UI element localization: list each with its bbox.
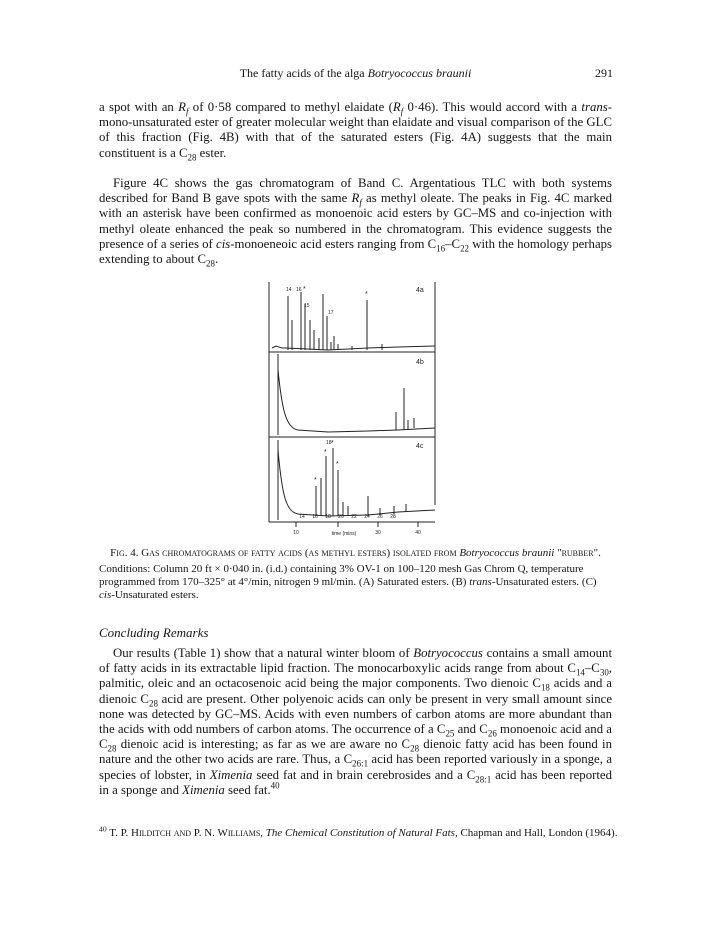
time-tick-label: 30 bbox=[375, 530, 381, 536]
time-axis-label: time (mins) bbox=[331, 531, 357, 537]
peak-label: 15 bbox=[304, 303, 310, 309]
time-tick-label: 40 bbox=[415, 530, 421, 536]
section-heading: Concluding Remarks bbox=[99, 625, 209, 640]
asterisk-c4: * bbox=[314, 477, 317, 484]
panel-a-label: 4a bbox=[416, 287, 424, 294]
tick-label: 24 bbox=[364, 514, 370, 520]
peak-label: 14 bbox=[286, 287, 292, 293]
tick-label: 26 bbox=[377, 514, 383, 520]
asterisk-c2: * bbox=[331, 440, 334, 447]
tick-label: 20 bbox=[338, 514, 344, 520]
time-ticks bbox=[293, 530, 421, 537]
paragraph-1: a spot with an $R_f$ of 0·58 compared to methyl elaidate ($R_f$ 0·46). This would accord with a trans-mono-unsaturated ester of greater molecular weight than elaidate and visual comparison of the GLC of this fraction (Fig. 4B) with that of the saturated esters (Fig. 4A) suggests that the main constituent is a $C_{28}$ ester. bbox=[99, 100, 612, 163]
asterisk-c3: * bbox=[336, 461, 339, 468]
tick-label: 16 bbox=[312, 514, 318, 520]
asterisk-a: * bbox=[365, 291, 368, 298]
tick-label: 14 bbox=[299, 514, 305, 520]
running-title: The fatty acids of the alga Botryococcus braunii bbox=[239, 66, 472, 80]
page-number: 291 bbox=[595, 66, 613, 80]
figure-4-chromatograms bbox=[268, 280, 436, 540]
paragraph-2: Figure 4C shows the gas chromatogram of Band C. Argentatious TLC with both systems described for Band B gave spots with the same $R_f$ as methyl oleate. The peaks in Fig. 4C marked with an asterisk have been confirmed as monoenoic acid esters by GC–MS and co-injection with methyl oleate enhanced the peak so numbered in the chromatogram. This evidence suggests the presence of a series of cis-monoeneoic acid esters ranging from $C_{16}-C_{22}$ with the homology perhaps extending to about $C_{28}$. bbox=[99, 176, 613, 269]
panel-c-label: 4c bbox=[416, 443, 424, 450]
time-tick-label: 10 bbox=[293, 530, 299, 536]
panel-a-trace bbox=[272, 292, 435, 350]
tick-label: 22 bbox=[351, 514, 357, 520]
panel-b-trace bbox=[278, 354, 435, 435]
paragraph-3: Our results (Table 1) show that a natural winter bloom of Botryococcus contains a small amount of fatty acids in its extractable lipid fraction. The monocarboxylic acids range from about $C_{14}-C_{30}$, palmitic, oleic and an octacosenoic acid being the major components. Two dienoic $C_{18}$ acids and a dienoic $C_{28}$ acid are present. Other polyenoic acids can only be present in very small amount since none was detected by GC–MS. Acids with even numbers of carbon atoms are more abundant than the acids with odd numbers of carbon atoms. The occurrence of a $C_{25}$ and $C_{26}$ monoenoic acid and a $C_{28}$ dienoic acid is interesting; as far as we are aware no $C_{28}$ dienoic fatty acid has been found in nature and the other two acids are rare. Thus, a $C_{26:1}$ acid has been reported variously in a sponge, a species of lobster, in Ximenia seed fat and in brain cerebrosides and a $C_{28:1}$ acid has been reported in a sponge and Ximenia seed fat.$^{40}$ bbox=[99, 646, 612, 797]
footnote: $^{40}$ T. P. Hilditch and P. N. Williams, The Chemical Constitution of Natural Fats, Chapman and Hall, London (1964). bbox=[99, 824, 618, 839]
asterisk-a2: * bbox=[303, 286, 306, 293]
peak-label: 16 bbox=[296, 287, 302, 293]
chromatogram-figure bbox=[268, 280, 436, 540]
caption-conditions: Conditions: Column 20 ft × 0·040 in. (i.d.) containing 3% OV-1 on 100–120 mesh Gas Chrom Q, temperature programmed from 170–325° at 4°/min, nitrogen 9 ml/min. (A) Saturated esters. (B) trans-Unsaturated esters. (C) cis-Unsaturated esters. bbox=[99, 563, 597, 601]
peak-label: 17 bbox=[328, 310, 334, 316]
figure-caption bbox=[99, 547, 612, 602]
caption-title: Fig. 4. Gas chromatograms of fatty acids (as methyl esters) isolated from Botryococcus braunii "rubber". bbox=[110, 547, 601, 559]
panel-c-trace bbox=[278, 440, 435, 520]
tick-label: 28 bbox=[390, 514, 396, 520]
tick-label: 18 bbox=[325, 514, 331, 520]
running-head bbox=[98, 66, 613, 84]
asterisk-c1: * bbox=[324, 449, 327, 456]
panel-b-label: 4b bbox=[416, 359, 424, 366]
peak-label: 18 bbox=[326, 440, 332, 446]
